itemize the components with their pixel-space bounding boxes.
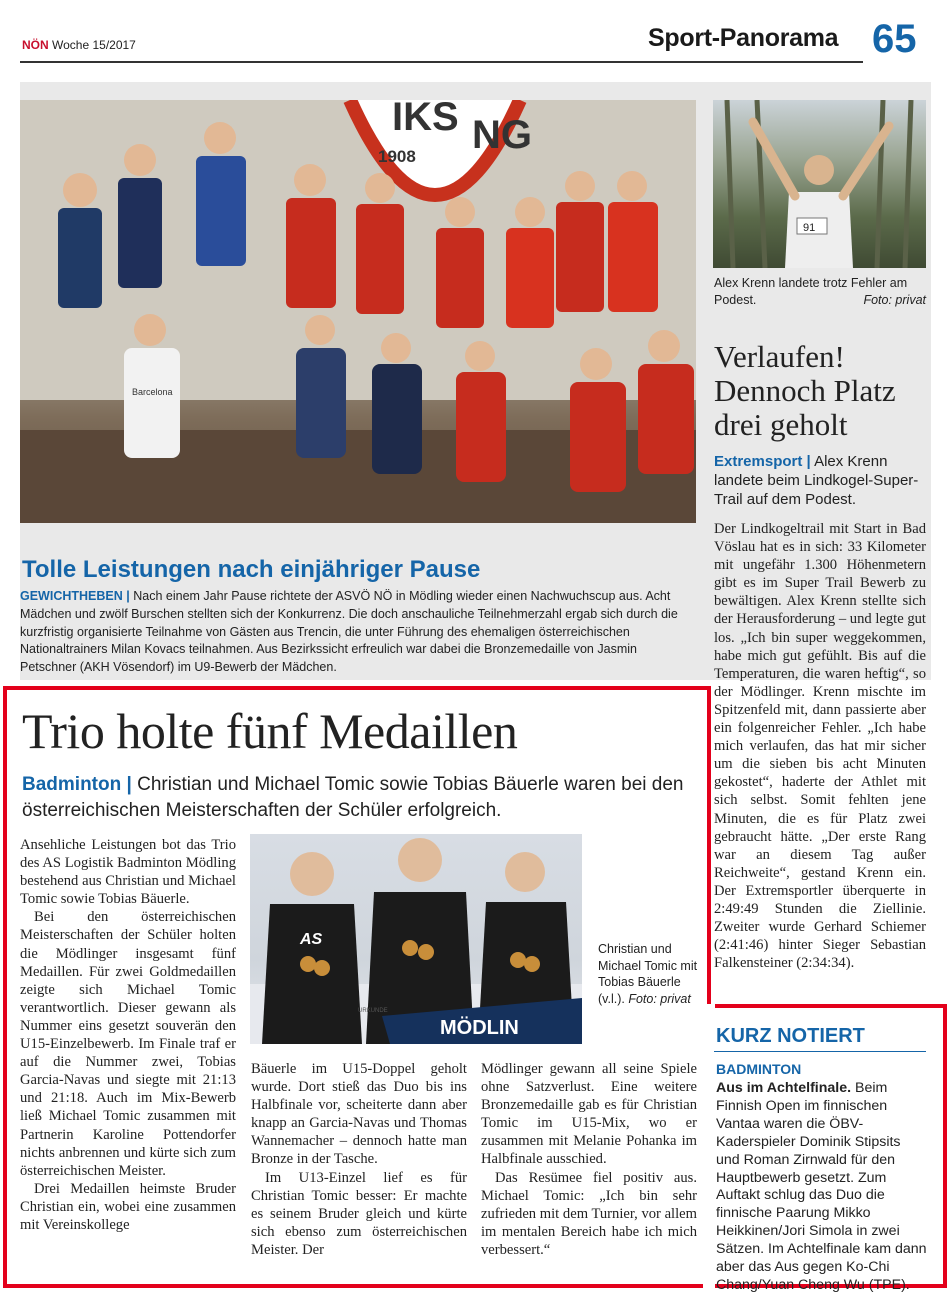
weightlifting-kicker: GEWICHTHEBEN — [20, 589, 123, 603]
trail-kicker-separator: | — [806, 453, 811, 470]
badminton-photo-illustration — [250, 834, 582, 1044]
group-photo-illustration — [20, 100, 696, 523]
issue-label: Woche 15/2017 — [52, 38, 136, 52]
kurz-text: Beim Finnish Open im finnischen Vantaa waren die ÖBV-Kaderspieler Dominik Stipsits und Roman Zirnwald für den Hauptbewerb gesetzt. Zum Auftakt schlug das Duo die finnische Paarung Mikko Heikkinen/Jori Simola in zwei Sätzen. Im Achtelfinale kam dann aber das Aus gegen Ko-Chi Chang/Yuan Cheng Wu (TPE). — [716, 1080, 927, 1293]
runner-illustration — [713, 100, 926, 268]
wall-text-left: IKS — [392, 100, 459, 139]
kicker-separator: | — [126, 589, 130, 603]
shirt-logo: AS — [300, 931, 323, 948]
header-divider — [20, 61, 863, 63]
section-title: Sport-Panorama — [648, 24, 839, 52]
trio-lead-text: Christian und Michael Tomic sowie Tobias Bäuerle waren bei den österreichischen Meisterschaften der Schüler erfolgreich. — [22, 774, 684, 821]
kurz-divider — [714, 1051, 926, 1052]
trio-col1-para-1: Ansehliche Leistungen bot das Trio des AS Logistik Badminton Mödling bestehend aus Christian und Michael Tomic sowie Tobias Bäuerle. — [20, 837, 236, 908]
trio-col1-para-3: Drei Medaillen heimste Bruder Christian ein, wobei eine zusammen mit Vereinskollege — [20, 1180, 236, 1233]
trio-col2-para-1: Bäuerle im U15-Doppel geholt wurde. Dort stieß das Duo bis ins Halbfinale vor, scheiterte dann aber knapp an Garcia-Navas und Thomas Wannemacher – dennoch hatte man Bronze in der Tasche. — [251, 1061, 467, 1168]
trio-headline: Trio holte fünf Medaillen — [22, 703, 518, 759]
trail-body-text: Der Lindkogeltrail mit Start in Bad Vöslau hat es in sich: 33 Kilometer mit ungefähr 1.300 Höhenmetern gibt es im Super Trail Bewerb zu bewältigen. Alex Krenn stellte sich der Herausforderung – und legte gut los. „Ich bin super weggekommen, habe mich gut gefühlt. Bis auf die Temperaturen, die waren heftig“, so der Mödlinger. Krenn mischte im Spitzenfeld mit, dann passierte aber ein folgenreicher Fehler. „Ich habe mich verlaufen, das hat mir sicher um die sieben bis acht Minuten gekostet“, haderte der Athlet mit sich selbst. Somit fehlten jene Minuten, die es für Platz zwei gebraucht hätte. „Der erste Rang war an diesem Tag außer Reichweite“, gestand Krenn ein. Der Extremsportler überquerte in 2:49:49 Stunden die Ziellinie. Zweiter wurde Gerhard Schiemer (2:41:46) hinter Sieger Sebastian Falkensteiner (2:34:34). — [714, 521, 926, 972]
trail-runner-photo — [713, 100, 926, 268]
trio-col1-para-2: Bei den österreichischen Meisterschaften der Schüler holten die Mödlinger insgesamt fünf Medaillen. Für zwei Goldmedaillen zeigte sich Michael Tomic verantwortlich. Dieser gewann als Nummer eins gesetzt souverän den U15-Einzelbewerb. Im Finale traf er auf die Nummer zwei, Tobias Garcia-Navas und siegte mit 21:13 und 21:18. Auch im Mix-Bewerb ließ Michael Tomic zusammen mit Partnerin Karoline Pottendorfer nichts anbrennen und kürte sich zum österreichischen Meister. — [20, 909, 236, 1179]
trail-caption-text: Alex Krenn landete trotz Fehler am Podest. — [714, 276, 908, 307]
photo-banner: MÖDLIN — [440, 1017, 519, 1039]
kurz-body — [716, 1080, 928, 1295]
trail-body — [714, 520, 926, 972]
trio-col3-para-1: Mödlinger gewann all seine Spiele ohne Satzverlust. Eine weitere Bronzemedaille gab es für Christian Tomic im U15-Mix, wo er zusammen mit Melanie Pohanka im Halbfinale ausschied. — [481, 1061, 697, 1168]
masthead — [22, 38, 136, 52]
weightlifting-headline: Tolle Leistungen nach einjähriger Pause — [22, 556, 481, 583]
trio-col3-para-2: Das Resümee fiel positiv aus. Michael Tomic: „Ich bin sehr zufrieden mit dem Turnier, vor allem im mentalen Bereich habe ich mich verbessert.“ — [481, 1169, 697, 1258]
weightlifting-group-photo — [20, 100, 696, 523]
weightlifting-body: Nach einem Jahr Pause richtete der ASVÖ NÖ in Mödling wieder einen Nachwuchscup aus. Acht Mädchen und zwölf Burschen stellten sich der Konkurrenz. Die doch anschauliche Teilnehmerzahl ergab sich durch die kurzfristig organisierte Teilnahme von Gästen aus Trencin, die unter Führung des ehemaligen österreichischen Nationaltrainers Milan Kovacs teilnahmen. Aus Bezirkssicht erfreulich war dabei die Bronzemedaille von Jasmin Petschner (AKH Vösendorf) im U9-Bewerb der Mädchen. — [20, 589, 678, 675]
trio-kicker: Badminton — [22, 774, 122, 795]
certificate-label: URKUNDE — [358, 1008, 388, 1014]
kurz-lead-bold: Aus im Achtelfinale. — [716, 1080, 852, 1096]
badminton-photo-caption — [598, 941, 698, 1007]
wall-year: 1908 — [378, 147, 416, 166]
race-bib: 91 — [803, 222, 816, 234]
brand-logo: NÖN — [22, 38, 49, 52]
trio-col2-para-2: Im U13-Einzel lief es für Christian Tomic besser: Er machte es seinem Bruder gleich und kürte sich ebenso zum österreichischen Meister. Der — [251, 1169, 467, 1258]
wall-text-right: NG — [472, 113, 532, 157]
kurz-notiert-heading: KURZ NOTIERT — [716, 1025, 865, 1047]
trail-photo-caption — [714, 275, 926, 309]
badminton-photo-credit: Foto: privat — [628, 991, 691, 1006]
page-number: 65 — [872, 17, 917, 61]
kurz-subheading: BADMINTON — [716, 1061, 802, 1077]
shirt-print: Barcelona — [132, 387, 173, 397]
trail-photo-credit: Foto: privat — [863, 293, 926, 307]
trio-column-1 — [20, 836, 236, 1234]
frame-joint — [703, 1004, 715, 1288]
trio-column-3 — [481, 1060, 697, 1259]
badminton-caption-text: Christian und Michael Tomic mit Tobias Bäuerle (v.l.). — [598, 942, 698, 1006]
trail-lead — [714, 452, 928, 509]
trail-lead-text: Alex Krenn landete beim Lindkogel-Super-Trail auf dem Podest. — [714, 453, 919, 508]
trio-column-2 — [251, 1060, 467, 1259]
badminton-trio-photo — [250, 834, 582, 1044]
trio-kicker-separator: | — [126, 774, 132, 795]
trio-lead — [22, 772, 702, 824]
trail-kicker: Extremsport — [714, 453, 803, 470]
trail-headline: Verlaufen! Dennoch Platz drei geholt — [714, 339, 896, 442]
weightlifting-text — [20, 588, 696, 677]
